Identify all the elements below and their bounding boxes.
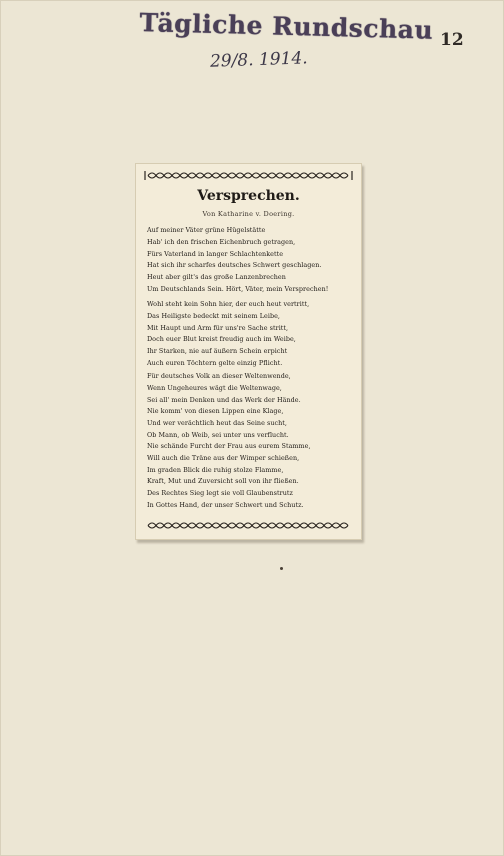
poem-line: Wenn Ungeheures wägt die Weltenwage, — [147, 383, 282, 392]
poem-title: Versprechen. — [197, 188, 300, 204]
poem-line: Des Rechtes Sieg legt sie voll Glaubenstrutz — [147, 489, 293, 498]
poem-line: Um Deutschlands Sein. Hört, Väter, mein Versprechen! — [147, 284, 329, 293]
stanza — [147, 299, 359, 370]
poem-line: Im graden Blick die ruhig stolze Flamme, — [147, 465, 284, 474]
page-number: 12 — [440, 30, 464, 50]
newspaper-clipping — [135, 163, 362, 540]
poem-line: Für deutsches Volk an dieser Weltenwende, — [147, 372, 291, 380]
poem-line: Mit Haupt und Arm für uns're Sache stritt, — [147, 323, 289, 332]
poem-line: Nie komm' von diesen Lippen eine Klage, — [147, 407, 284, 416]
poem-line: Hat sich ihr scharfes deutsches Schwert geschlagen. — [147, 261, 322, 270]
poem-line: Ob Mann, ob Weib, sei unter uns verflucht. — [147, 430, 289, 439]
poem-line: Kraft, Mut und Zuversicht soll von ihr fließen. — [147, 477, 299, 486]
poem-line: Auf meiner Väter grüne Hügelstätte — [147, 226, 266, 234]
stanza — [147, 225, 359, 296]
poem-line: Heut aber gilt's das große Lanzenbrechen — [147, 273, 286, 282]
poem-line: Das Heiligste bedeckt mit seinem Leibe, — [147, 311, 281, 320]
stanza — [147, 441, 359, 512]
poem-line: Wohl steht kein Sohn hier, der euch heut vertritt, — [147, 300, 310, 308]
poem-line: Will auch die Träne aus der Wimper schießen, — [147, 453, 300, 462]
poem-line: Nie schände Furcht der Frau aus eurem Stamme, — [147, 442, 311, 450]
poem-line: In Gottes Hand, der unser Schwert und Schutz. — [147, 500, 304, 509]
poem-line: Und wer verächtlich heut das Seine sucht, — [147, 419, 287, 428]
ornament-border-top — [144, 170, 353, 181]
poem-line: Auch euren Töchtern gelte einzig Pflicht. — [147, 358, 283, 367]
poem-author: Von Katharine v. Doering. — [202, 210, 295, 218]
paper-speck — [280, 567, 283, 570]
poem-line: Fürs Vaterland in langer Schlachtenkette — [147, 249, 284, 258]
poem-line: Ihr Starken, nie auf äußern Schein erpicht — [147, 347, 288, 356]
newspaper-stamp: Tägliche Rundschau — [139, 8, 434, 45]
stanza — [147, 371, 359, 442]
handwritten-date: 29/8. 1914. — [209, 48, 308, 72]
ornament-border-bottom — [144, 520, 353, 531]
poem-line: Sei all' mein Denken und das Werk der Hände. — [147, 395, 301, 404]
poem-line: Doch euer Blut kreist freudig auch im Weibe, — [147, 335, 296, 344]
poem-line: Hab' ich den frischen Eichenbruch getragen, — [147, 237, 296, 246]
